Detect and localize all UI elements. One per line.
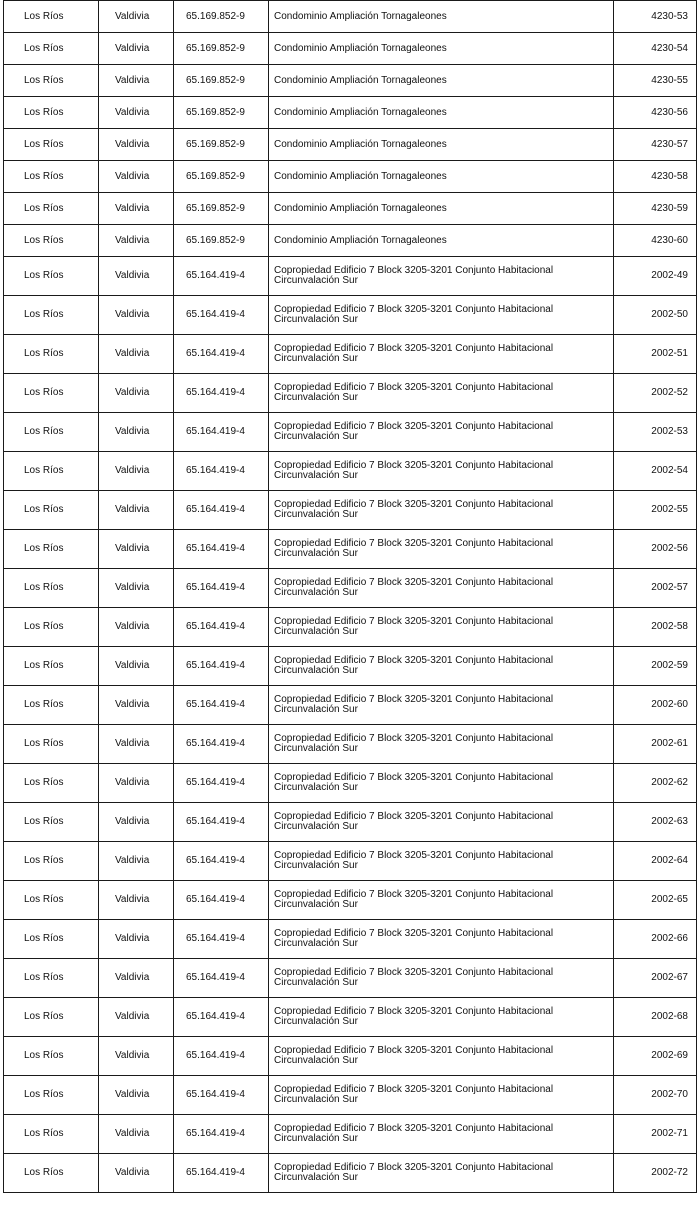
region-cell: Los Ríos bbox=[4, 530, 99, 569]
registry-code-cell: 2002-57 bbox=[614, 569, 697, 608]
table-row bbox=[4, 920, 697, 959]
commune-cell: Valdivia bbox=[99, 608, 174, 647]
table-row bbox=[4, 257, 697, 296]
community-name-cell: Copropiedad Edificio 7 Block 3205-3201 Conjunto Habitacional Circunvalación Sur bbox=[269, 1115, 614, 1154]
commune-cell: Valdivia bbox=[99, 725, 174, 764]
table-row bbox=[4, 842, 697, 881]
commune-cell: Valdivia bbox=[99, 129, 174, 161]
region-cell: Los Ríos bbox=[4, 608, 99, 647]
rut-cell: 65.169.852-9 bbox=[174, 129, 269, 161]
community-name-cell: Condominio Ampliación Tornagaleones bbox=[269, 225, 614, 257]
registry-code-cell: 4230-55 bbox=[614, 65, 697, 97]
commune-cell: Valdivia bbox=[99, 1037, 174, 1076]
table-row bbox=[4, 335, 697, 374]
commune-cell: Valdivia bbox=[99, 193, 174, 225]
commune-cell: Valdivia bbox=[99, 881, 174, 920]
rut-cell: 65.169.852-9 bbox=[174, 193, 269, 225]
community-name-cell: Copropiedad Edificio 7 Block 3205-3201 Conjunto Habitacional Circunvalación Sur bbox=[269, 452, 614, 491]
rut-cell: 65.164.419-4 bbox=[174, 959, 269, 998]
region-cell: Los Ríos bbox=[4, 881, 99, 920]
region-cell: Los Ríos bbox=[4, 569, 99, 608]
table-row bbox=[4, 413, 697, 452]
registry-code-cell: 2002-61 bbox=[614, 725, 697, 764]
table-row bbox=[4, 225, 697, 257]
commune-cell: Valdivia bbox=[99, 296, 174, 335]
rut-cell: 65.164.419-4 bbox=[174, 335, 269, 374]
region-cell: Los Ríos bbox=[4, 725, 99, 764]
registry-code-cell: 2002-67 bbox=[614, 959, 697, 998]
commune-cell: Valdivia bbox=[99, 335, 174, 374]
region-cell: Los Ríos bbox=[4, 1037, 99, 1076]
registry-code-cell: 2002-58 bbox=[614, 608, 697, 647]
rut-cell: 65.164.419-4 bbox=[174, 296, 269, 335]
community-name-cell: Condominio Ampliación Tornagaleones bbox=[269, 97, 614, 129]
registry-code-cell: 2002-49 bbox=[614, 257, 697, 296]
rut-cell: 65.164.419-4 bbox=[174, 1115, 269, 1154]
registry-table-page bbox=[3, 0, 697, 1193]
table-row bbox=[4, 296, 697, 335]
table-row bbox=[4, 129, 697, 161]
region-cell: Los Ríos bbox=[4, 97, 99, 129]
community-name-cell: Copropiedad Edificio 7 Block 3205-3201 Conjunto Habitacional Circunvalación Sur bbox=[269, 1076, 614, 1115]
commune-cell: Valdivia bbox=[99, 65, 174, 97]
commune-cell: Valdivia bbox=[99, 686, 174, 725]
community-name-cell: Copropiedad Edificio 7 Block 3205-3201 Conjunto Habitacional Circunvalación Sur bbox=[269, 881, 614, 920]
table-row bbox=[4, 569, 697, 608]
registry-table bbox=[3, 0, 697, 1193]
table-row bbox=[4, 686, 697, 725]
commune-cell: Valdivia bbox=[99, 842, 174, 881]
registry-code-cell: 4230-57 bbox=[614, 129, 697, 161]
registry-code-cell: 4230-54 bbox=[614, 33, 697, 65]
rut-cell: 65.164.419-4 bbox=[174, 374, 269, 413]
commune-cell: Valdivia bbox=[99, 413, 174, 452]
registry-code-cell: 2002-59 bbox=[614, 647, 697, 686]
community-name-cell: Copropiedad Edificio 7 Block 3205-3201 Conjunto Habitacional Circunvalación Sur bbox=[269, 491, 614, 530]
table-row bbox=[4, 959, 697, 998]
table-row bbox=[4, 647, 697, 686]
community-name-cell: Condominio Ampliación Tornagaleones bbox=[269, 129, 614, 161]
community-name-cell: Copropiedad Edificio 7 Block 3205-3201 Conjunto Habitacional Circunvalación Sur bbox=[269, 569, 614, 608]
commune-cell: Valdivia bbox=[99, 225, 174, 257]
registry-code-cell: 2002-65 bbox=[614, 881, 697, 920]
registry-code-cell: 2002-51 bbox=[614, 335, 697, 374]
region-cell: Los Ríos bbox=[4, 413, 99, 452]
commune-cell: Valdivia bbox=[99, 33, 174, 65]
table-row bbox=[4, 608, 697, 647]
registry-table-body bbox=[4, 1, 697, 1193]
table-row bbox=[4, 374, 697, 413]
region-cell: Los Ríos bbox=[4, 920, 99, 959]
community-name-cell: Copropiedad Edificio 7 Block 3205-3201 Conjunto Habitacional Circunvalación Sur bbox=[269, 959, 614, 998]
rut-cell: 65.164.419-4 bbox=[174, 1037, 269, 1076]
registry-code-cell: 2002-60 bbox=[614, 686, 697, 725]
rut-cell: 65.164.419-4 bbox=[174, 881, 269, 920]
community-name-cell: Copropiedad Edificio 7 Block 3205-3201 Conjunto Habitacional Circunvalación Sur bbox=[269, 1037, 614, 1076]
registry-code-cell: 4230-56 bbox=[614, 97, 697, 129]
region-cell: Los Ríos bbox=[4, 842, 99, 881]
region-cell: Los Ríos bbox=[4, 296, 99, 335]
registry-code-cell: 2002-66 bbox=[614, 920, 697, 959]
community-name-cell: Condominio Ampliación Tornagaleones bbox=[269, 65, 614, 97]
registry-code-cell: 2002-53 bbox=[614, 413, 697, 452]
commune-cell: Valdivia bbox=[99, 491, 174, 530]
registry-code-cell: 2002-69 bbox=[614, 1037, 697, 1076]
table-row bbox=[4, 491, 697, 530]
region-cell: Los Ríos bbox=[4, 764, 99, 803]
region-cell: Los Ríos bbox=[4, 1, 99, 33]
rut-cell: 65.164.419-4 bbox=[174, 413, 269, 452]
commune-cell: Valdivia bbox=[99, 97, 174, 129]
table-row bbox=[4, 97, 697, 129]
community-name-cell: Condominio Ampliación Tornagaleones bbox=[269, 1, 614, 33]
community-name-cell: Copropiedad Edificio 7 Block 3205-3201 Conjunto Habitacional Circunvalación Sur bbox=[269, 725, 614, 764]
table-row bbox=[4, 998, 697, 1037]
commune-cell: Valdivia bbox=[99, 1115, 174, 1154]
registry-code-cell: 2002-50 bbox=[614, 296, 697, 335]
community-name-cell: Copropiedad Edificio 7 Block 3205-3201 Conjunto Habitacional Circunvalación Sur bbox=[269, 998, 614, 1037]
region-cell: Los Ríos bbox=[4, 803, 99, 842]
region-cell: Los Ríos bbox=[4, 33, 99, 65]
community-name-cell: Copropiedad Edificio 7 Block 3205-3201 Conjunto Habitacional Circunvalación Sur bbox=[269, 335, 614, 374]
community-name-cell: Condominio Ampliación Tornagaleones bbox=[269, 161, 614, 193]
rut-cell: 65.164.419-4 bbox=[174, 257, 269, 296]
community-name-cell: Copropiedad Edificio 7 Block 3205-3201 Conjunto Habitacional Circunvalación Sur bbox=[269, 764, 614, 803]
registry-code-cell: 2002-62 bbox=[614, 764, 697, 803]
table-row bbox=[4, 1, 697, 33]
registry-code-cell: 2002-64 bbox=[614, 842, 697, 881]
registry-code-cell: 2002-55 bbox=[614, 491, 697, 530]
table-row bbox=[4, 161, 697, 193]
region-cell: Los Ríos bbox=[4, 193, 99, 225]
rut-cell: 65.164.419-4 bbox=[174, 530, 269, 569]
rut-cell: 65.164.419-4 bbox=[174, 491, 269, 530]
registry-code-cell: 2002-72 bbox=[614, 1154, 697, 1193]
commune-cell: Valdivia bbox=[99, 803, 174, 842]
region-cell: Los Ríos bbox=[4, 491, 99, 530]
registry-code-cell: 2002-70 bbox=[614, 1076, 697, 1115]
community-name-cell: Copropiedad Edificio 7 Block 3205-3201 Conjunto Habitacional Circunvalación Sur bbox=[269, 803, 614, 842]
rut-cell: 65.164.419-4 bbox=[174, 647, 269, 686]
region-cell: Los Ríos bbox=[4, 257, 99, 296]
region-cell: Los Ríos bbox=[4, 998, 99, 1037]
table-row bbox=[4, 452, 697, 491]
table-row bbox=[4, 881, 697, 920]
region-cell: Los Ríos bbox=[4, 374, 99, 413]
rut-cell: 65.164.419-4 bbox=[174, 1076, 269, 1115]
commune-cell: Valdivia bbox=[99, 1154, 174, 1193]
rut-cell: 65.164.419-4 bbox=[174, 1154, 269, 1193]
rut-cell: 65.169.852-9 bbox=[174, 97, 269, 129]
community-name-cell: Copropiedad Edificio 7 Block 3205-3201 Conjunto Habitacional Circunvalación Sur bbox=[269, 920, 614, 959]
region-cell: Los Ríos bbox=[4, 686, 99, 725]
community-name-cell: Copropiedad Edificio 7 Block 3205-3201 Conjunto Habitacional Circunvalación Sur bbox=[269, 686, 614, 725]
community-name-cell: Copropiedad Edificio 7 Block 3205-3201 Conjunto Habitacional Circunvalación Sur bbox=[269, 296, 614, 335]
region-cell: Los Ríos bbox=[4, 65, 99, 97]
registry-code-cell: 4230-60 bbox=[614, 225, 697, 257]
registry-code-cell: 2002-54 bbox=[614, 452, 697, 491]
commune-cell: Valdivia bbox=[99, 161, 174, 193]
rut-cell: 65.169.852-9 bbox=[174, 1, 269, 33]
commune-cell: Valdivia bbox=[99, 920, 174, 959]
commune-cell: Valdivia bbox=[99, 452, 174, 491]
community-name-cell: Copropiedad Edificio 7 Block 3205-3201 Conjunto Habitacional Circunvalación Sur bbox=[269, 608, 614, 647]
rut-cell: 65.164.419-4 bbox=[174, 998, 269, 1037]
commune-cell: Valdivia bbox=[99, 569, 174, 608]
rut-cell: 65.169.852-9 bbox=[174, 33, 269, 65]
region-cell: Los Ríos bbox=[4, 1076, 99, 1115]
region-cell: Los Ríos bbox=[4, 647, 99, 686]
registry-code-cell: 4230-58 bbox=[614, 161, 697, 193]
registry-code-cell: 2002-63 bbox=[614, 803, 697, 842]
table-row bbox=[4, 33, 697, 65]
community-name-cell: Condominio Ampliación Tornagaleones bbox=[269, 33, 614, 65]
commune-cell: Valdivia bbox=[99, 959, 174, 998]
table-row bbox=[4, 725, 697, 764]
community-name-cell: Copropiedad Edificio 7 Block 3205-3201 Conjunto Habitacional Circunvalación Sur bbox=[269, 647, 614, 686]
table-row bbox=[4, 764, 697, 803]
rut-cell: 65.164.419-4 bbox=[174, 725, 269, 764]
rut-cell: 65.164.419-4 bbox=[174, 764, 269, 803]
region-cell: Los Ríos bbox=[4, 335, 99, 374]
commune-cell: Valdivia bbox=[99, 764, 174, 803]
commune-cell: Valdivia bbox=[99, 647, 174, 686]
registry-code-cell: 2002-71 bbox=[614, 1115, 697, 1154]
rut-cell: 65.164.419-4 bbox=[174, 686, 269, 725]
region-cell: Los Ríos bbox=[4, 129, 99, 161]
rut-cell: 65.169.852-9 bbox=[174, 225, 269, 257]
region-cell: Los Ríos bbox=[4, 1115, 99, 1154]
region-cell: Los Ríos bbox=[4, 1154, 99, 1193]
commune-cell: Valdivia bbox=[99, 530, 174, 569]
community-name-cell: Copropiedad Edificio 7 Block 3205-3201 Conjunto Habitacional Circunvalación Sur bbox=[269, 413, 614, 452]
rut-cell: 65.169.852-9 bbox=[174, 65, 269, 97]
table-row bbox=[4, 1115, 697, 1154]
rut-cell: 65.164.419-4 bbox=[174, 920, 269, 959]
table-row bbox=[4, 1037, 697, 1076]
table-row bbox=[4, 803, 697, 842]
registry-code-cell: 2002-52 bbox=[614, 374, 697, 413]
registry-code-cell: 2002-56 bbox=[614, 530, 697, 569]
rut-cell: 65.164.419-4 bbox=[174, 569, 269, 608]
region-cell: Los Ríos bbox=[4, 161, 99, 193]
registry-code-cell: 4230-59 bbox=[614, 193, 697, 225]
registry-code-cell: 2002-68 bbox=[614, 998, 697, 1037]
table-row bbox=[4, 530, 697, 569]
region-cell: Los Ríos bbox=[4, 225, 99, 257]
commune-cell: Valdivia bbox=[99, 998, 174, 1037]
community-name-cell: Copropiedad Edificio 7 Block 3205-3201 Conjunto Habitacional Circunvalación Sur bbox=[269, 842, 614, 881]
commune-cell: Valdivia bbox=[99, 257, 174, 296]
rut-cell: 65.164.419-4 bbox=[174, 608, 269, 647]
rut-cell: 65.164.419-4 bbox=[174, 452, 269, 491]
commune-cell: Valdivia bbox=[99, 1, 174, 33]
registry-code-cell: 4230-53 bbox=[614, 1, 697, 33]
table-row bbox=[4, 1076, 697, 1115]
rut-cell: 65.169.852-9 bbox=[174, 161, 269, 193]
community-name-cell: Condominio Ampliación Tornagaleones bbox=[269, 193, 614, 225]
rut-cell: 65.164.419-4 bbox=[174, 842, 269, 881]
table-row bbox=[4, 193, 697, 225]
community-name-cell: Copropiedad Edificio 7 Block 3205-3201 Conjunto Habitacional Circunvalación Sur bbox=[269, 257, 614, 296]
community-name-cell: Copropiedad Edificio 7 Block 3205-3201 Conjunto Habitacional Circunvalación Sur bbox=[269, 1154, 614, 1193]
commune-cell: Valdivia bbox=[99, 1076, 174, 1115]
commune-cell: Valdivia bbox=[99, 374, 174, 413]
region-cell: Los Ríos bbox=[4, 959, 99, 998]
region-cell: Los Ríos bbox=[4, 452, 99, 491]
community-name-cell: Copropiedad Edificio 7 Block 3205-3201 Conjunto Habitacional Circunvalación Sur bbox=[269, 530, 614, 569]
community-name-cell: Copropiedad Edificio 7 Block 3205-3201 Conjunto Habitacional Circunvalación Sur bbox=[269, 374, 614, 413]
rut-cell: 65.164.419-4 bbox=[174, 803, 269, 842]
table-row bbox=[4, 65, 697, 97]
table-row bbox=[4, 1154, 697, 1193]
